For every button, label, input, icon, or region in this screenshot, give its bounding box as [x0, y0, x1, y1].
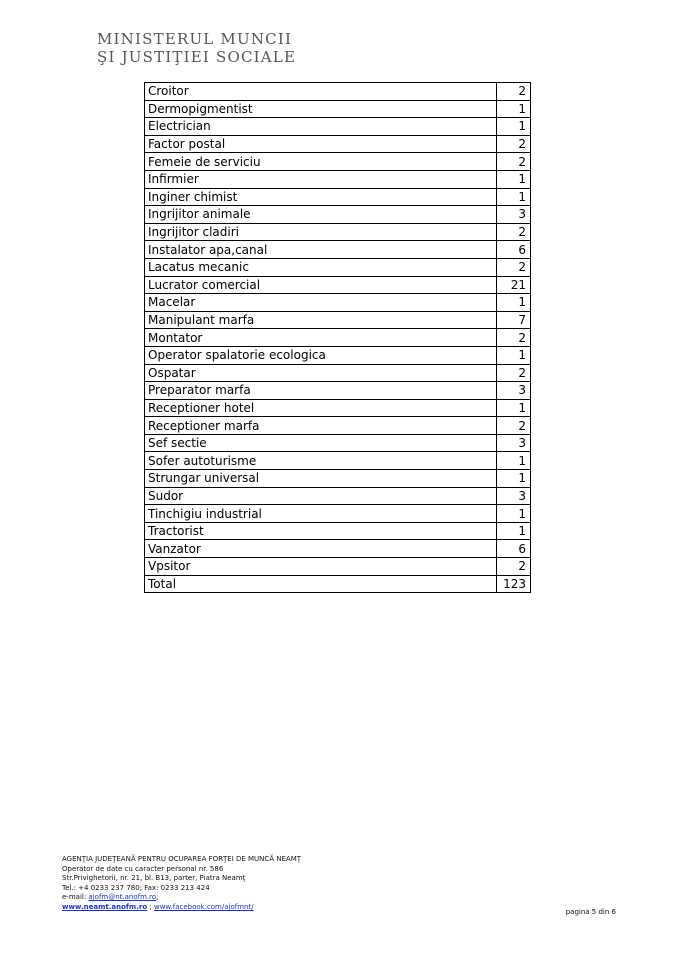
job-title-cell: Macelar: [145, 294, 497, 312]
agency-name: AGENŢIA JUDEŢEANĂ PENTRU OCUPAREA FORŢEI DE MUNCĂ NEAMŢ: [62, 855, 302, 863]
job-title-cell: Tractorist: [145, 522, 497, 540]
job-title-cell: Dermopigmentist: [145, 100, 497, 118]
job-count-cell: 1: [497, 505, 531, 523]
table-row: [145, 83, 531, 101]
job-title-cell: Femeie de serviciu: [145, 153, 497, 171]
job-count-cell: 3: [497, 206, 531, 224]
jobs-table: [144, 82, 531, 593]
table-row: [145, 188, 531, 206]
job-title-cell: Vanzator: [145, 540, 497, 558]
job-count-cell: 2: [497, 558, 531, 576]
links-line: [62, 903, 301, 913]
job-title-cell: Strungar universal: [145, 470, 497, 488]
job-count-cell: 6: [497, 540, 531, 558]
job-count-cell: 21: [497, 276, 531, 294]
table-row: [145, 276, 531, 294]
table-row: [145, 522, 531, 540]
job-title-cell: Montator: [145, 329, 497, 347]
jobs-table-body: [145, 83, 531, 593]
total-value-cell: 123: [497, 575, 531, 593]
job-title-cell: Electrician: [145, 118, 497, 136]
table-row: [145, 206, 531, 224]
job-count-cell: 1: [497, 522, 531, 540]
job-count-cell: 2: [497, 364, 531, 382]
job-title-cell: Receptioner hotel: [145, 399, 497, 417]
job-title-cell: Ospatar: [145, 364, 497, 382]
table-row: [145, 170, 531, 188]
job-count-cell: 1: [497, 452, 531, 470]
email-line: [62, 893, 301, 903]
job-count-cell: 1: [497, 470, 531, 488]
total-label-cell: Total: [145, 575, 497, 593]
job-count-cell: 3: [497, 487, 531, 505]
job-count-cell: 1: [497, 100, 531, 118]
page-number: pagina 5 din 6: [565, 908, 616, 916]
job-title-cell: Infirmier: [145, 170, 497, 188]
job-count-cell: 6: [497, 241, 531, 259]
job-title-cell: Factor postal: [145, 135, 497, 153]
job-title-cell: Ingrijitor animale: [145, 206, 497, 224]
table-row: [145, 223, 531, 241]
job-title-cell: Sef sectie: [145, 434, 497, 452]
email-label: e-mail:: [62, 893, 89, 902]
website-link[interactable]: www.neamt.anofm.ro: [62, 902, 148, 911]
job-count-cell: 3: [497, 434, 531, 452]
facebook-link[interactable]: www.facebook.com/ajofmnt/: [153, 902, 254, 911]
job-title-cell: Preparator marfa: [145, 382, 497, 400]
table-row: [145, 153, 531, 171]
job-count-cell: 1: [497, 399, 531, 417]
job-title-cell: Ingrijitor cladiri: [145, 223, 497, 241]
job-count-cell: 2: [497, 135, 531, 153]
total-row: [145, 575, 531, 593]
job-count-cell: 2: [497, 153, 531, 171]
job-title-cell: Sofer autoturisme: [145, 452, 497, 470]
job-title-cell: Vpsitor: [145, 558, 497, 576]
job-title-cell: Sudor: [145, 487, 497, 505]
ministry-name-line2: ŞI JUSTIŢIEI SOCIALE: [97, 48, 297, 66]
job-count-cell: 1: [497, 294, 531, 312]
job-title-cell: Lacatus mecanic: [145, 258, 497, 276]
address-line: Str.Privighetorii, nr. 21, bl. B13, parter, Piatra Neamţ: [62, 874, 246, 883]
job-title-cell: Receptioner marfa: [145, 417, 497, 435]
table-row: [145, 540, 531, 558]
table-row: [145, 452, 531, 470]
job-title-cell: Croitor: [145, 83, 497, 101]
job-count-cell: 1: [497, 118, 531, 136]
table-row: [145, 135, 531, 153]
job-count-cell: 1: [497, 346, 531, 364]
links-separator: ;: [147, 902, 154, 911]
table-row: [145, 505, 531, 523]
job-count-cell: 2: [497, 417, 531, 435]
job-title-cell: Instalator apa,canal: [145, 241, 497, 259]
job-count-cell: 2: [497, 83, 531, 101]
phone-line: Tel.: +4 0233 237 780; Fax: 0233 213 424: [62, 883, 210, 892]
operator-line: Operator de date cu caracter personal nr. 586: [62, 864, 224, 873]
table-row: [145, 487, 531, 505]
table-row: [145, 399, 531, 417]
job-count-cell: 1: [497, 170, 531, 188]
table-row: [145, 346, 531, 364]
table-row: [145, 417, 531, 435]
table-row: [145, 100, 531, 118]
job-count-cell: 1: [497, 188, 531, 206]
table-row: [145, 434, 531, 452]
table-row: [145, 364, 531, 382]
table-row: [145, 258, 531, 276]
ministry-header: [97, 30, 296, 66]
job-title-cell: Tinchigiu industrial: [145, 505, 497, 523]
job-title-cell: Manipulant marfa: [145, 311, 497, 329]
email-link[interactable]: ajofm@nt.anofm.ro: [88, 893, 157, 902]
table-row: [145, 382, 531, 400]
email-suffix: ;: [156, 893, 159, 902]
job-count-cell: 2: [497, 223, 531, 241]
job-count-cell: 2: [497, 329, 531, 347]
agency-footer: [62, 855, 301, 913]
table-row: [145, 118, 531, 136]
job-title-cell: Lucrator comercial: [145, 276, 497, 294]
table-row: [145, 329, 531, 347]
job-count-cell: 3: [497, 382, 531, 400]
table-row: [145, 470, 531, 488]
table-row: [145, 294, 531, 312]
job-count-cell: 2: [497, 258, 531, 276]
table-row: [145, 311, 531, 329]
job-title-cell: Operator spalatorie ecologica: [145, 346, 497, 364]
job-title-cell: Inginer chimist: [145, 188, 497, 206]
table-row: [145, 558, 531, 576]
ministry-name-line1: MINISTERUL MUNCII: [97, 30, 293, 48]
table-row: [145, 241, 531, 259]
job-count-cell: 7: [497, 311, 531, 329]
